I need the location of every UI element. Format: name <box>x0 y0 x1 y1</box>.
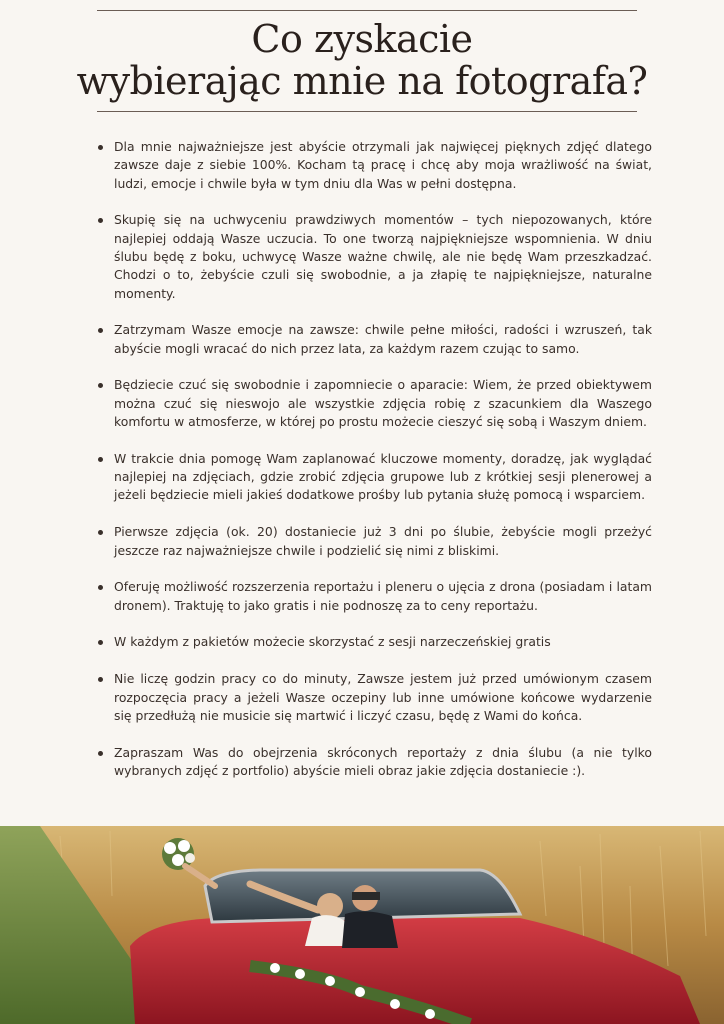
list-item-text: Zapraszam Was do obejrzenia skróconych reportaży z dnia ślubu (a nie tylko wybranych zdjęć z portfolio) abyście mieli obraz jakie zdjęcia dostaniecie :). <box>114 744 652 778</box>
list-item <box>97 523 652 560</box>
list-item <box>97 633 652 651</box>
bullet-icon <box>98 328 103 333</box>
bullet-icon <box>98 383 103 388</box>
list-item <box>97 376 652 431</box>
bullet-icon <box>98 457 103 462</box>
list-item-text: Będziecie czuć się swobodnie i zapomniecie o aparacie: Wiem, że przed obiektywem można czuć się nieswojo ale wszystkie zdjęcia robię z szacunkiem dla Waszego komfortu w atmosferze, w której po prostu możecie cieszyć się sobą i Waszym dniem. <box>114 377 652 430</box>
bullet-icon <box>98 751 103 756</box>
top-divider <box>97 10 637 11</box>
list-item <box>97 578 652 615</box>
list-item <box>97 670 652 725</box>
bullet-icon <box>98 145 103 150</box>
list-item <box>97 744 652 781</box>
bullet-icon <box>98 218 103 223</box>
benefits-list <box>97 138 652 799</box>
wedding-car-illustration <box>0 826 724 1024</box>
bullet-icon <box>98 585 103 590</box>
list-item <box>97 450 652 505</box>
bottom-divider <box>97 111 637 112</box>
list-item-text: Pierwsze zdjęcia (ok. 20) dostaniecie już 3 dni po ślubie, żebyście mogli przeżyć jeszcze raz najważniejsze chwile i podzielić się nimi z bliskimi. <box>114 524 652 558</box>
bullet-icon <box>98 677 103 682</box>
list-item-text: Dla mnie najważniejsze jest abyście otrzymali jak najwięcej pięknych zdjęć dlatego zawsze daje z siebie 100%. Kocham tą pracę i chcę aby moja wrażliwość na świat, ludzi, emocje i chwile była w tym dniu dla Was w pełni dostępna. <box>114 139 652 191</box>
list-item <box>97 211 652 302</box>
list-item <box>97 138 652 193</box>
list-item-text: Zatrzymam Wasze emocje na zawsze: chwile pełne miłości, radości i wzruszeń, tak abyście mogli wracać do nich przez lata, za każdym razem czując to samo. <box>114 322 652 356</box>
page-title <box>40 18 684 102</box>
bullet-icon <box>98 530 103 535</box>
list-item <box>97 321 652 358</box>
bride <box>317 893 343 919</box>
wedding-car-photo <box>0 826 724 1024</box>
bullet-icon <box>98 640 103 645</box>
page-title-line-2: wybierając mnie na fotografa? <box>76 59 648 103</box>
page-title-line-1: Co zyskacie <box>251 17 473 61</box>
list-item-text: Nie liczę godzin pracy co do minuty, Zawsze jestem już przed umówionym czasem rozpoczęcia pracy a jeżeli Wasze oczepiny lub inne umówione końcowe wydarzenie się przedłużą nie musicie się martwić i liczyć czasu, będę z Wami do końca. <box>114 671 652 723</box>
list-item-text: Skupię się na uchwyceniu prawdziwych momentów – tych niepozowanych, które najlepiej oddają Wasze uczucia. To one tworzą najpiękniejsze wspomnienia. W dniu ślubu będę z boku, uchwycę Wasze ważne chwilę, ale nie będę Wam przeszkadzać. Chodzi o to, żebyście czuli się swobodnie, a ja złapię te najpiękniejsze, naturalne momenty. <box>114 212 652 301</box>
list-item-text: W każdym z pakietów możecie skorzystać z sesji narzeczeńskiej gratis <box>114 634 551 650</box>
list-item-text: Oferuję możliwość rozszerzenia reportażu i pleneru o ujęcia z drona (posiadam i latam dronem). Traktuję to jako gratis i nie podnoszę za to ceny reportażu. <box>114 579 652 613</box>
list-item-text: W trakcie dnia pomogę Wam zaplanować kluczowe momenty, doradzę, jak wyglądać najlepiej na zdjęciach, gdzie zrobić zdjęcia grupowe lub z krótkiej sesji plenerowej a jeżeli będziecie mieli jakieś dodatkowe prośby lub pytania służę pomocą i wsparciem. <box>114 450 652 503</box>
